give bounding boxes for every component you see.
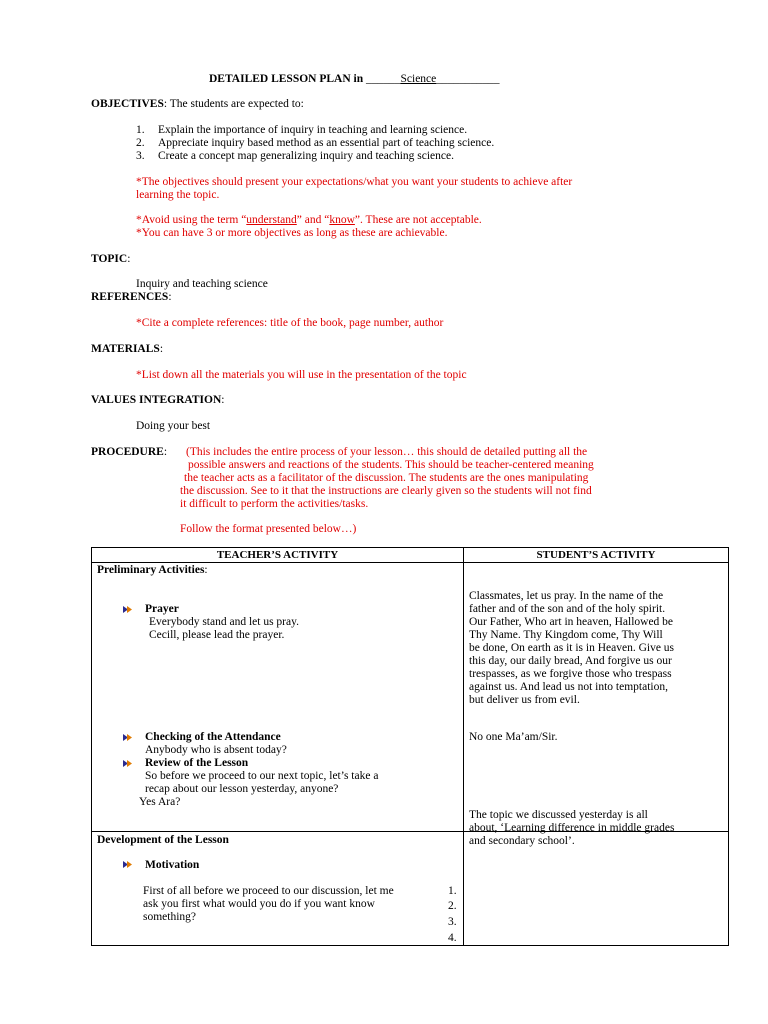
objectives-note-1a: *The objectives should present your expectations/what you want your students to achieve after (136, 176, 573, 188)
materials-colon: : (159, 343, 164, 355)
procedure-follow: Follow the format presented below…) (180, 523, 357, 535)
materials-note: *List down all the materials you will use in the presentation of the topic (136, 369, 467, 381)
materials-heading (91, 343, 163, 356)
objective-num: 1. (136, 124, 145, 136)
title-prefix: DETAILED LESSON PLAN in (209, 73, 364, 85)
preliminary-teacher-cell (92, 563, 464, 832)
student-prayer-line-7: trespasses, as we forgive those who trespass (469, 668, 672, 680)
teacher-activity-header: TEACHER’S ACTIVITY (92, 548, 464, 563)
student-prayer-line-1: Classmates, let us pray. In the name of the (469, 590, 664, 602)
objectives-note-1b: learning the topic. (136, 189, 220, 201)
preliminary-student-cell (464, 563, 729, 847)
objectives-intro: : The students are expected to: (163, 98, 304, 110)
student-prayer-line-2: father and of the son and of the holy spirit. (469, 603, 666, 615)
student-review-line-2: about, ‘Learning difference in middle grades (469, 822, 675, 834)
materials-label: MATERIALS (91, 343, 160, 355)
review-title: Review of the Lesson (145, 757, 249, 769)
topic-value: Inquiry and teaching science (136, 278, 268, 290)
arrow-bullet-icon (122, 758, 133, 769)
references-note: *Cite a complete references: title of the book, page number, author (136, 317, 444, 329)
student-prayer-line-5: be done, On earth as it is in Heaven. Give us (469, 642, 675, 654)
student-prayer-line-3: Our Father, Who art in heaven, Hallowed be (469, 616, 674, 628)
table-row (92, 832, 729, 946)
objectives-label: OBJECTIVES (91, 98, 164, 110)
objective-text: Appreciate inquiry based method as an essential part of teaching science. (158, 137, 495, 149)
title-subject: Science (400, 73, 437, 85)
preliminary-colon: : (204, 564, 208, 576)
student-activity-header: STUDENT’S ACTIVITY (464, 548, 729, 563)
procedure-line-4: the discussion. See to it that the instructions are clearly given so the students will not find (180, 485, 592, 497)
answer-number-1: 1. (448, 885, 457, 897)
prayer-line-2: Cecill, please lead the prayer. (149, 629, 285, 641)
objective-num: 2. (136, 137, 145, 149)
student-prayer-line-4: Thy Name. Thy Kingdom come, Thy Will (469, 629, 663, 641)
title-blank-right: ___________ (436, 73, 500, 85)
objective-text: Create a concept map generalizing inquiry and teaching science. (158, 150, 454, 162)
note2-pre: *Avoid using the term “ (136, 214, 247, 226)
arrow-bullet-icon (122, 732, 133, 743)
attendance-line: Anybody who is absent today? (145, 744, 287, 756)
objective-item-3 (136, 150, 454, 163)
prayer-title: Prayer (145, 603, 179, 615)
preliminary-title (97, 564, 208, 577)
student-review-line-3: and secondary school’. (469, 835, 575, 847)
objective-num: 3. (136, 150, 145, 162)
references-label: REFERENCES (91, 291, 169, 303)
procedure-line-1: (This includes the entire process of your lesson… this should de detailed putting all the (186, 446, 588, 458)
references-heading (91, 291, 172, 304)
values-colon: : (221, 394, 225, 406)
references-colon: : (168, 291, 172, 303)
motivation-line-1: First of all before we proceed to our discussion, let me (143, 885, 394, 897)
page-title (209, 73, 500, 86)
objectives-note-2 (136, 214, 482, 227)
procedure-label: PROCEDURE (91, 446, 164, 458)
preliminary-label: Preliminary Activities (97, 564, 205, 576)
note2-word-know: know (329, 214, 355, 226)
objective-item-1 (136, 124, 467, 137)
note2-word-understand: understand (246, 214, 297, 226)
motivation-title: Motivation (145, 859, 200, 871)
review-line-1: So before we proceed to our next topic, let’s take a (145, 770, 379, 782)
arrow-bullet-icon (122, 604, 133, 615)
arrow-bullet-icon (122, 859, 133, 870)
answer-number-3: 3. (448, 916, 457, 928)
title-blank-left: ______ (366, 73, 401, 85)
development-teacher-cell (92, 832, 464, 946)
procedure-colon: : (163, 446, 168, 458)
student-review-line-1: The topic we discussed yesterday is all (469, 809, 648, 821)
procedure-line-2: possible answers and reactions of the students. This should be teacher-centered meaning (188, 459, 594, 471)
student-prayer-line-8: against us. And lead us not into temptation, (469, 681, 668, 693)
review-line-2: recap about our lesson yesterday, anyone? (145, 783, 339, 795)
development-title: Development of the Lesson (97, 834, 229, 846)
topic-label: TOPIC (91, 253, 128, 265)
objective-item-2 (136, 137, 494, 150)
development-student-cell (464, 832, 729, 946)
values-heading (91, 394, 224, 407)
procedure-line-5: it difficult to perform the activities/tasks. (180, 498, 369, 510)
table-row (92, 563, 729, 832)
review-line-3: Yes Ara? (139, 796, 181, 808)
answer-number-4: 4. (448, 932, 457, 944)
objectives-heading (91, 98, 304, 111)
student-prayer-line-6: this day, our daily bread, And forgive us our (469, 655, 672, 667)
answer-number-2: 2. (448, 900, 457, 912)
values-label: VALUES INTEGRATION (91, 394, 222, 406)
prayer-line-1: Everybody stand and let us pray. (149, 616, 299, 628)
objective-text: Explain the importance of inquiry in teaching and learning science. (158, 124, 468, 136)
motivation-line-2: ask you first what would you do if you want know (143, 898, 375, 910)
objectives-note-3: *You can have 3 or more objectives as long as these are achievable. (136, 227, 448, 239)
topic-heading (91, 253, 130, 266)
values-value: Doing your best (136, 420, 211, 432)
note2-mid: ” and “ (296, 214, 330, 226)
note2-post: ”. These are not acceptable. (354, 214, 482, 226)
table-header-row (92, 548, 729, 563)
student-prayer-line-9: but deliver us from evil. (469, 694, 580, 706)
topic-colon: : (127, 253, 131, 265)
lesson-table (91, 547, 729, 946)
procedure-line-3: the teacher acts as a facilitator of the discussion. The students are the ones manipulating (184, 472, 589, 484)
attendance-title: Checking of the Attendance (145, 731, 281, 743)
motivation-line-3: something? (143, 911, 197, 923)
student-attendance: No one Ma’am/Sir. (469, 731, 558, 743)
procedure-heading (91, 446, 167, 459)
